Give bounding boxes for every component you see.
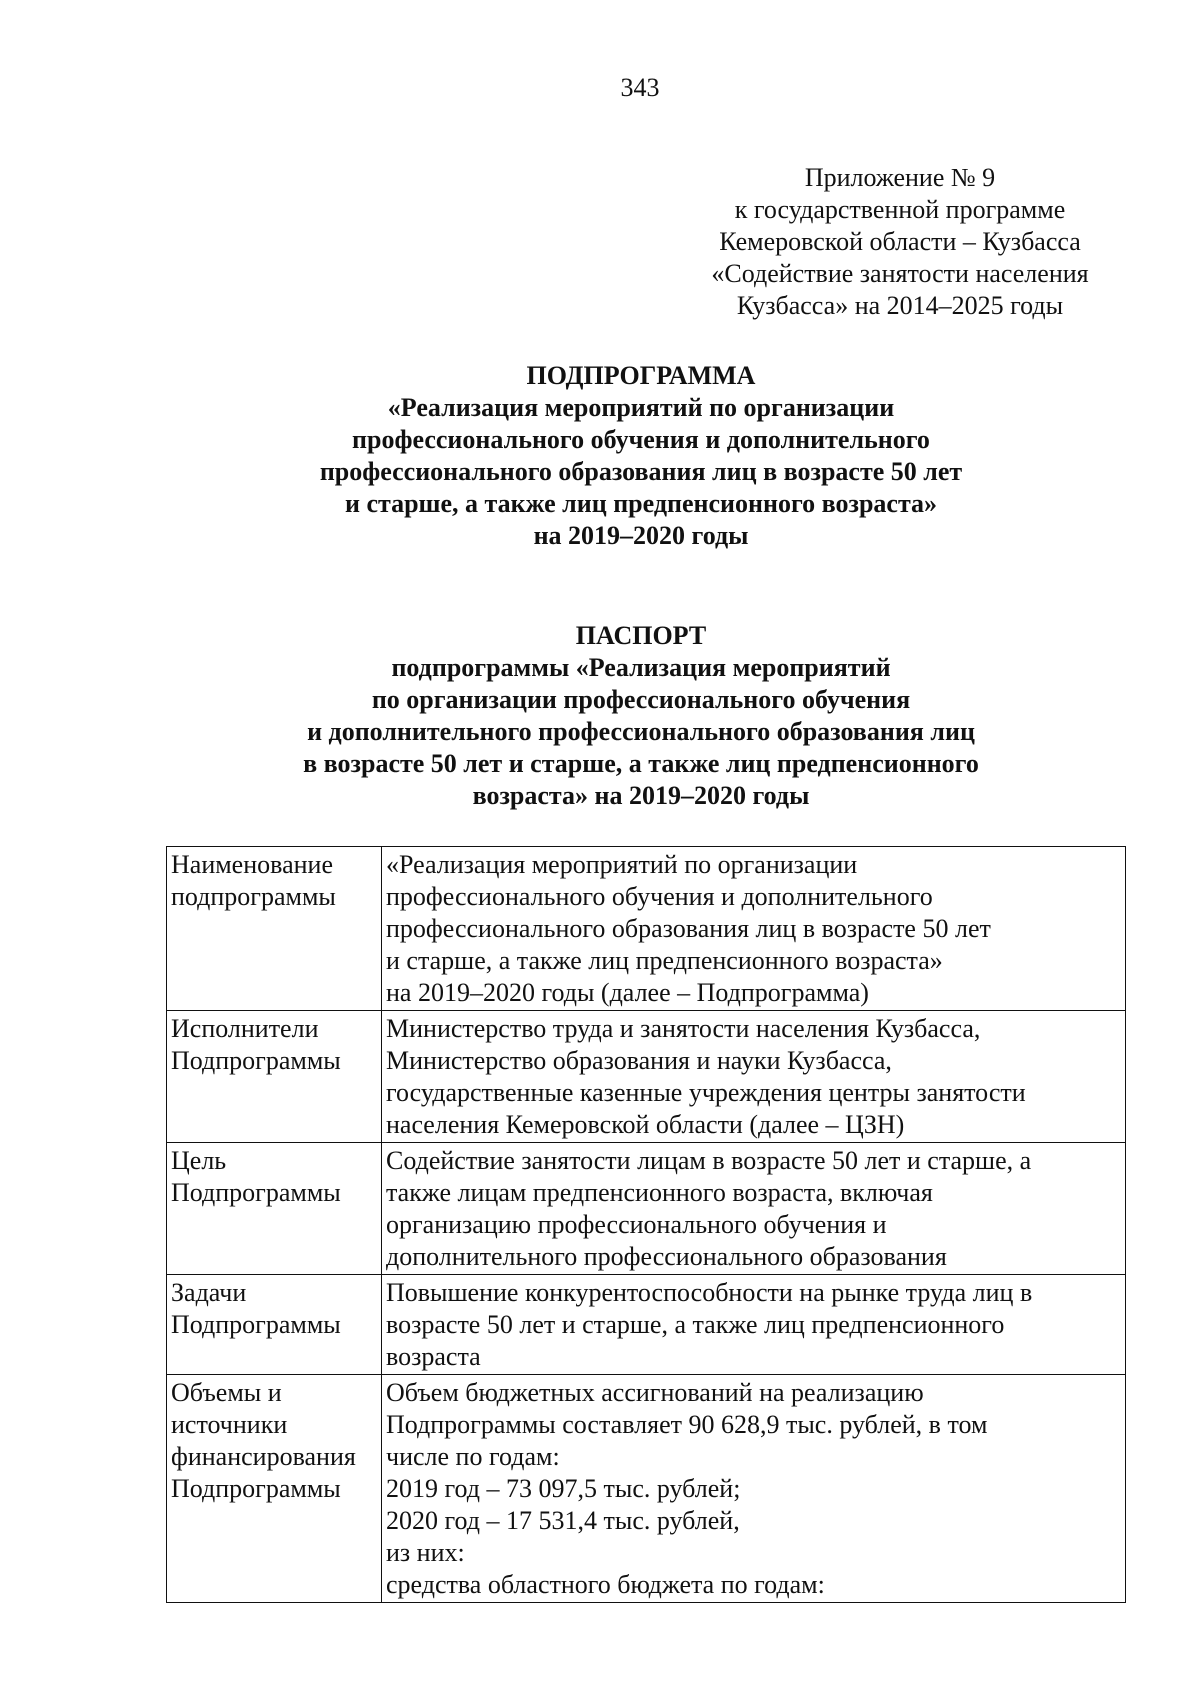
row-value-line: из них: bbox=[386, 1538, 465, 1567]
row-value-line: на 2019–2020 годы (далее – Подпрограмма) bbox=[386, 978, 869, 1007]
row-value-line: средства областного бюджета по годам: bbox=[386, 1570, 825, 1599]
row-label-line: Подпрограммы bbox=[171, 1310, 341, 1339]
row-label bbox=[167, 1011, 382, 1143]
row-value-line: профессионального образования лиц в возрасте 50 лет bbox=[386, 914, 991, 943]
row-value-line: Повышение конкурентоспособности на рынке труда лиц в bbox=[386, 1278, 1033, 1307]
row-label bbox=[167, 847, 382, 1011]
row-label-line: финансирования bbox=[171, 1442, 356, 1471]
row-value-line: возраста bbox=[386, 1342, 481, 1371]
row-value-line: и старше, а также лиц предпенсионного возраста» bbox=[386, 946, 943, 975]
row-label-line: Исполнители bbox=[171, 1014, 319, 1043]
row-label bbox=[167, 1275, 382, 1375]
row-label-line: Объемы и bbox=[171, 1378, 282, 1407]
row-label-line: Подпрограммы bbox=[171, 1474, 341, 1503]
passport-heading-line: и дополнительного профессионального образования лиц bbox=[307, 717, 975, 746]
row-value-line: профессионального обучения и дополнительного bbox=[386, 882, 933, 911]
row-value bbox=[382, 1011, 1126, 1143]
appendix-reference bbox=[690, 162, 1110, 322]
row-value-line: 2019 год – 73 097,5 тыс. рублей; bbox=[386, 1474, 741, 1503]
appendix-line: Приложение № 9 bbox=[804, 163, 996, 192]
row-value-line: населения Кемеровской области (далее – ЦЗН) bbox=[386, 1110, 905, 1139]
row-value-line: возрасте 50 лет и старше, а также лиц предпенсионного bbox=[386, 1310, 1005, 1339]
appendix-line: Кемеровской области – Кузбасса bbox=[719, 227, 1081, 256]
table-row bbox=[167, 847, 1126, 1011]
row-value-line: «Реализация мероприятий по организации bbox=[386, 850, 858, 879]
row-value-line: Объем бюджетных ассигнований на реализацию bbox=[386, 1378, 924, 1407]
subprogram-heading-line: «Реализация мероприятий по организации bbox=[387, 393, 895, 422]
passport-heading-line: в возрасте 50 лет и старше, а также лиц предпенсионного bbox=[303, 749, 979, 778]
appendix-line: к государственной программе bbox=[734, 195, 1066, 224]
row-label bbox=[167, 1143, 382, 1275]
passport-heading-line: возраста» на 2019–2020 годы bbox=[472, 781, 810, 810]
row-value-line: Подпрограммы составляет 90 628,9 тыс. рублей, в том bbox=[386, 1410, 988, 1439]
row-label-line: Наименование bbox=[171, 850, 333, 879]
table-row bbox=[167, 1011, 1126, 1143]
row-value-line: государственные казенные учреждения центры занятости bbox=[386, 1078, 1026, 1107]
subprogram-title: ПОДПРОГРАММА bbox=[526, 361, 756, 390]
row-label-line: подпрограммы bbox=[171, 882, 336, 911]
table-row bbox=[167, 1275, 1126, 1375]
passport-heading-line: подпрограммы «Реализация мероприятий bbox=[391, 653, 891, 682]
passport-table bbox=[166, 846, 1126, 1603]
appendix-line: Кузбасса» на 2014–2025 годы bbox=[736, 291, 1064, 320]
passport-heading bbox=[150, 620, 1132, 812]
subprogram-heading-line: и старше, а также лиц предпенсионного возраста» bbox=[344, 489, 938, 518]
subprogram-heading-line: на 2019–2020 годы bbox=[533, 521, 749, 550]
row-value bbox=[382, 847, 1126, 1011]
row-label-line: Подпрограммы bbox=[171, 1046, 341, 1075]
row-value-line: Содействие занятости лицам в возрасте 50 лет и старше, а bbox=[386, 1146, 1032, 1175]
row-value-line: дополнительного профессионального образования bbox=[386, 1242, 947, 1271]
subprogram-heading-line: профессионального обучения и дополнительного bbox=[352, 425, 930, 454]
passport-title: ПАСПОРТ bbox=[575, 621, 707, 650]
row-value-line: организацию профессионального обучения и bbox=[386, 1210, 887, 1239]
row-value-line: Министерство труда и занятости населения Кузбасса, bbox=[386, 1014, 981, 1043]
row-label-line: Задачи bbox=[171, 1278, 247, 1307]
passport-heading-line: по организации профессионального обучения bbox=[371, 685, 911, 714]
row-value-line: 2020 год – 17 531,4 тыс. рублей, bbox=[386, 1506, 740, 1535]
appendix-line: «Содействие занятости населения bbox=[711, 259, 1089, 288]
row-value-line: Министерство образования и науки Кузбасса, bbox=[386, 1046, 892, 1075]
row-label-line: источники bbox=[171, 1410, 288, 1439]
row-value bbox=[382, 1375, 1126, 1603]
page-number: 343 bbox=[620, 73, 660, 102]
row-label bbox=[167, 1375, 382, 1603]
row-value-line: также лицам предпенсионного возраста, включая bbox=[386, 1178, 933, 1207]
row-value bbox=[382, 1275, 1126, 1375]
row-value bbox=[382, 1143, 1126, 1275]
row-label-line: Подпрограммы bbox=[171, 1178, 341, 1207]
row-label-line: Цель bbox=[171, 1146, 227, 1175]
row-value-line: числе по годам: bbox=[386, 1442, 560, 1471]
table-row bbox=[167, 1143, 1126, 1275]
subprogram-heading-line: профессионального образования лиц в возрасте 50 лет bbox=[319, 457, 963, 486]
subprogram-heading bbox=[150, 360, 1132, 552]
table-row bbox=[167, 1375, 1126, 1603]
